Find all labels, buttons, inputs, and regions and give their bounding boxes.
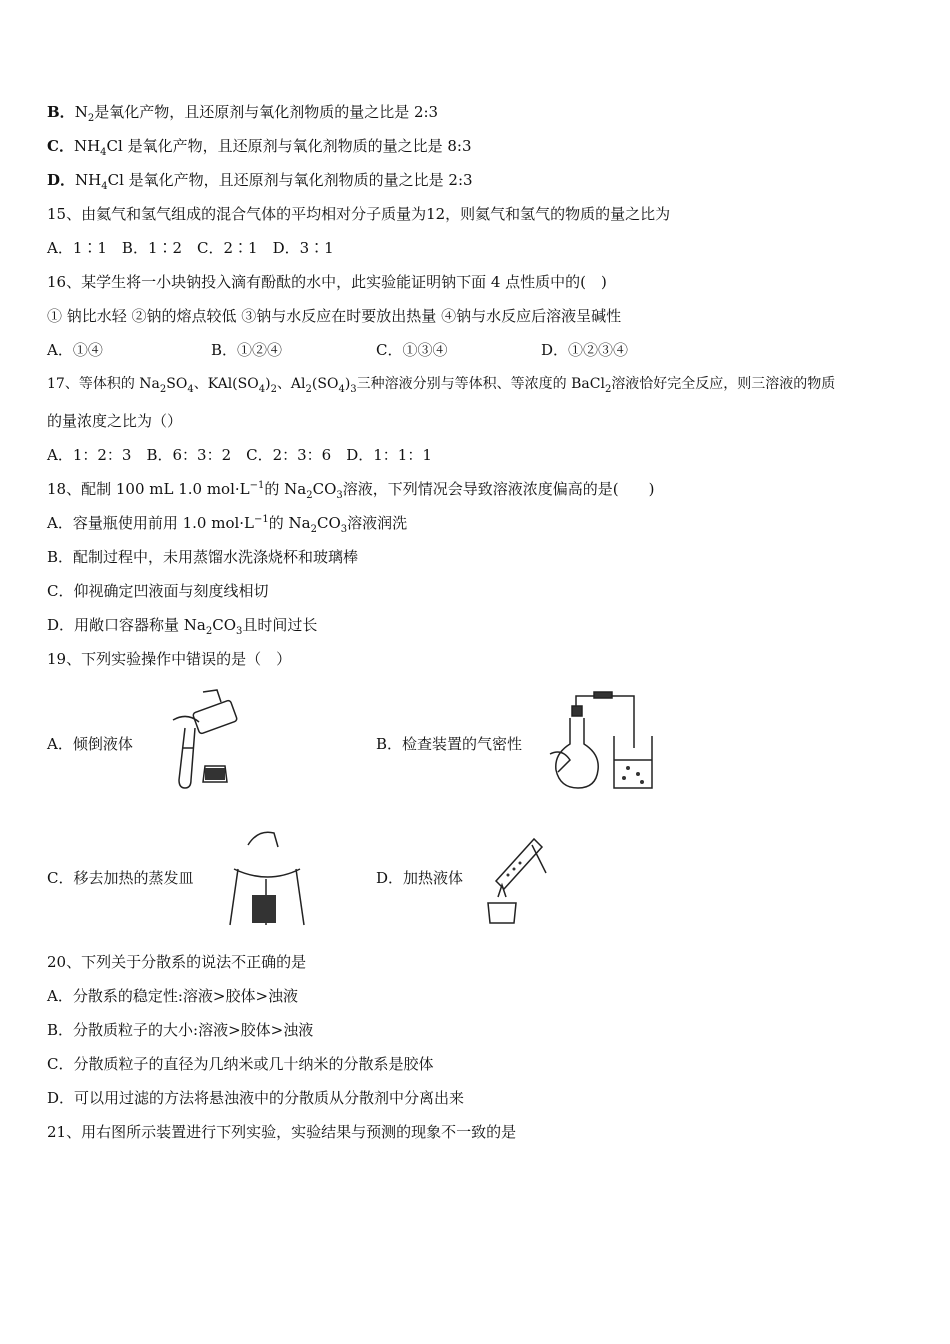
pouring-liquid-figure [165,688,245,798]
q16-option-a: A．①④ [47,341,103,359]
q18-option-a: A．容量瓶使用前用 1.0 $mol\cdot L^{-1}$的 $Na_2CO_3$溶液润洗 [47,514,408,535]
q19-option-d: D．加热液体 [376,869,464,887]
q18-option-b: B．配制过程中，未用蒸馏水洗涤烧杯和玻璃棒 [47,548,359,566]
q15-stem: 15、由氦气和氢气组成的混合气体的平均相对分子质量为12，则氦气和氢气的物质的量之比为 [47,205,671,223]
q17-stem-line2: 的量浓度之比为（） [47,412,183,430]
q16-option-c: C．①③④ [376,341,448,359]
heating-liquid-figure [474,833,562,929]
q18-option-d: D．用敞口容器称量 $Na_2CO_3$且时间过长 [47,616,318,637]
airtightness-figure [548,688,663,796]
q16-option-b: B．①②④ [211,341,283,359]
q20-option-d: D．可以用过滤的方法将悬浊液中的分散质从分散剂中分离出来 [47,1089,465,1107]
q20-option-c: C．分散质粒子的直径为几纳米或几十纳米的分散系是胶体 [47,1055,434,1073]
q16-statements: ① 钠比水轻 ②钠的熔点较低 ③钠与水反应在时要放出热量 ④钠与水反应后溶液呈碱性 [47,307,622,325]
q17-options: A．1：2：3 B．6：3：2 C．2：3：6 D．1：1：1 [47,446,432,464]
q20-option-b: B．分散质粒子的大小:溶液>胶体>浊液 [47,1021,314,1039]
q14-option-d: D．$NH_4Cl$ 是氧化产物，且还原剂与氧化剂物质的量之比是 2:3 [47,171,473,192]
q21-stem: 21、用右图所示装置进行下列实验，实验结果与预测的现象不一致的是 [47,1123,517,1141]
q20-stem: 20、下列关于分散系的说法不正确的是 [47,953,307,971]
q14-option-c: C．$NH_4Cl$ 是氧化产物，且还原剂与氧化剂物质的量之比是 8:3 [47,137,472,158]
q15-options: A．1∶1 B．1∶2 C．2∶1 D．3∶1 [47,239,334,257]
q19-option-a: A．倾倒液体 [47,735,133,753]
evaporating-dish-figure [228,825,306,931]
q17-stem: 17、等体积的 $Na_2SO_4$、$KAl(SO_4)_2$、$Al_2(SO_4)_3$三种溶液分别与等体积、等浓度的 BaCl$_2$溶液恰好完全反应，则三溶液的物质 [47,376,836,395]
q18-option-c: C．仰视确定凹液面与刻度线相切 [47,582,269,600]
q20-option-a: A．分散系的稳定性:溶液>胶体>浊液 [47,987,299,1005]
q16-stem: 16、某学生将一小块钠投入滴有酚酞的水中，此实验能证明钠下面 4 点性质中的( ) [47,273,607,291]
q19-stem: 19、下列实验操作中错误的是（ ） [47,650,292,668]
q16-option-d: D．①②③④ [541,341,629,359]
q19-option-b: B．检查装置的气密性 [376,735,523,753]
q14-option-b: B．$N_2$是氧化产物，且还原剂与氧化剂物质的量之比是 2:3 [47,103,439,124]
q18-stem: 18、配制 100 mL 1.0 $mol\cdot L^{-1}$的 $Na_2CO_3$溶液，下列情况会导致溶液浓度偏高的是( ) [47,480,655,501]
q19-option-c: C．移去加热的蒸发皿 [47,869,194,887]
